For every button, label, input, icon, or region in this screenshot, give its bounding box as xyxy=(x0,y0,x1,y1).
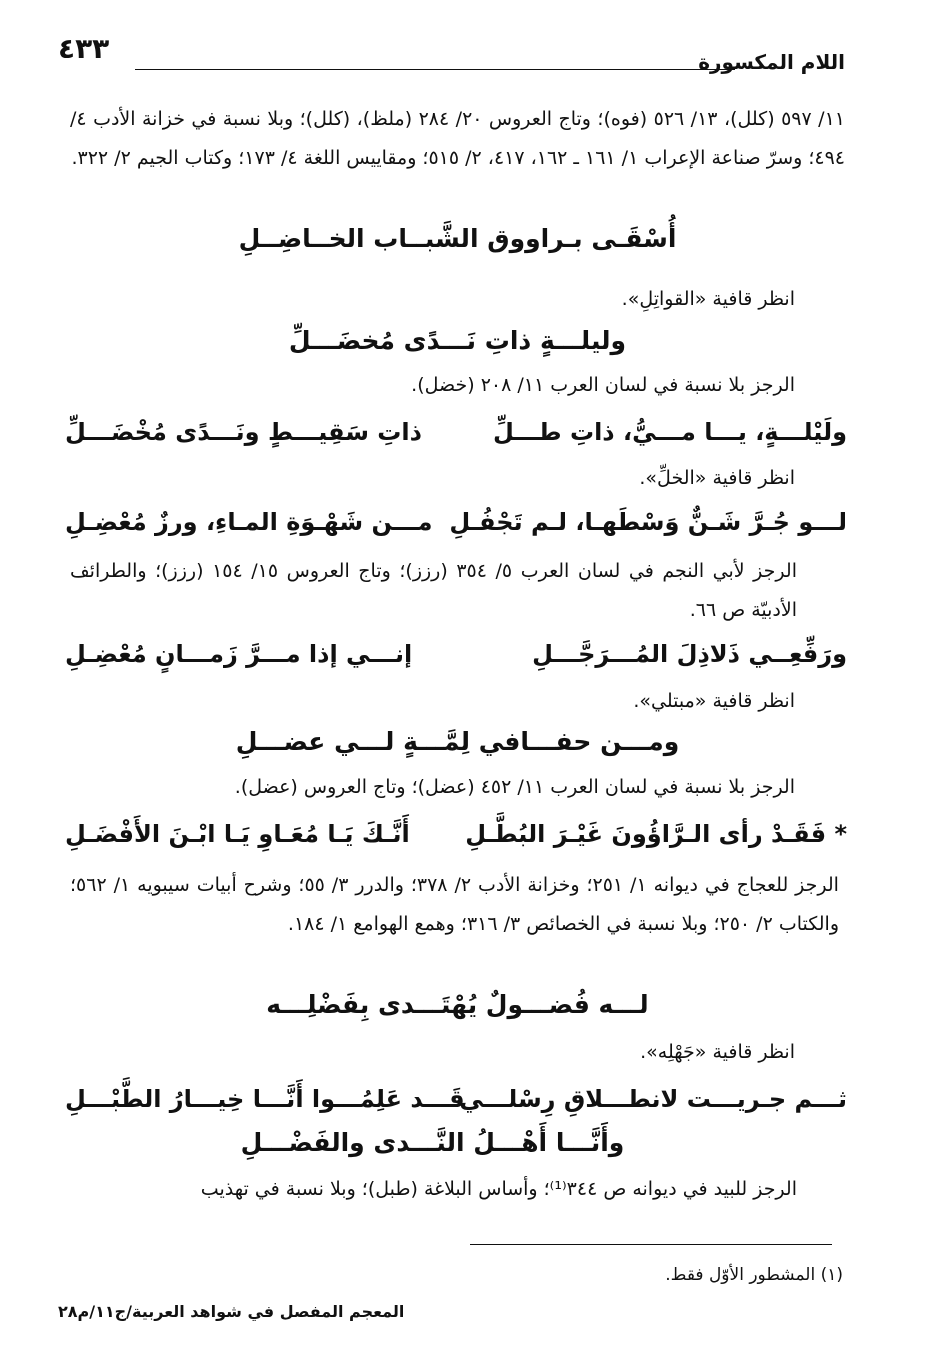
verse-hemistich-second: أَنَّـكَ يَـا مُعَـاوِ يَـا ابْـنَ الأَفْضَـلِ xyxy=(65,820,410,848)
citation-paragraph: الرجز لأبي النجم في لسان العرب ٥/ ٣٥٤ (رزز)؛ وتاج العروس ١٥/ ١٥٤ (رزز)؛ والطرائف الأدبيّة ص ٦٦. xyxy=(70,560,797,621)
verse-couplet xyxy=(65,820,847,860)
verse-hemistich-first: ورَفِّعِــي ذَلاذِلَ المُـــرَجَّـــلِ xyxy=(532,640,847,668)
verse-hemistich-first: ثـــم جـريـــت لانطـــلاقِ رِسْلـــي xyxy=(459,1085,847,1113)
cross-reference-note: انظر قافية «جَهْلِه». xyxy=(640,1041,795,1063)
header-rule xyxy=(135,69,735,70)
verse-hemistich-first: لـــو جُـرَّ شَـنٌّ وَسْطَهـا، لـم تَجْفُـلِ xyxy=(449,508,847,536)
verse-hemistich-second: إنـــي إذا مـــرَّ زَمـــانٍ مُعْضِـلِ xyxy=(65,640,413,668)
running-header-title: اللام المكسورة xyxy=(698,50,845,74)
citation-note: الرجز بلا نسبة في لسان العرب ١١/ ٢٠٨ (خضل). xyxy=(411,374,795,396)
citation-paragraph: الرجز للعجاج في ديوانه ١/ ٢٥١؛ وخزانة الأدب ٢/ ٣٧٨؛ والدرر ٣/ ٥٥؛ وشرح أبيات سيبويه ١/ ٥٦٢؛ والكتاب ٢/ ٢٥٠؛ وبلا نسبة في الخصائص ٣/ ٣١٦؛ وهمع الهوامع ١/ ١٨٤. xyxy=(70,874,839,935)
verse-line: وأَنَّـــا أَهْـــلُ النَّـــدى والفَضْـــلِ xyxy=(240,1128,625,1157)
cross-reference-note: انظر قافية «الخلِّ». xyxy=(639,467,795,489)
verse-hemistich-second: مـــن شَهْـوَةِ المـاءِ، ورزٌ مُعْضِـلِ xyxy=(65,508,433,536)
cross-reference-note: انظر قافية «مبتلي». xyxy=(633,690,795,712)
verse-couplet xyxy=(65,508,847,548)
verse-hemistich-second: ذاتِ سَقِيـــطٍ ونَـــدًى مُخْضَـــلِّ xyxy=(65,418,422,446)
verse-couplet xyxy=(65,1085,847,1125)
verse-couplet xyxy=(65,640,847,680)
verse-line: لـــه فُضـــولٌ يُهْتَـــدى بِفَضْلِـــه xyxy=(266,990,649,1019)
verse-hemistich-second: قَـــد عَلِمُـــوا أَنَّـــا خِيـــارُ الطَّبْـــلِ xyxy=(65,1085,465,1113)
book-signature: المعجم المفصل في شواهد العربية/ج١١/م٢٨ xyxy=(58,1302,405,1321)
citation-paragraph: ١١/ ٥٩٧ (كلل)، ١٣/ ٥٢٦ (فوه)؛ وتاج العروس ٢٠/ ٢٨٤ (ملظ)، (كلل)؛ وبلا نسبة في خزانة الأدب ٤/ ٤٩٤؛ وسرّ صناعة الإعراب ١/ ١٦١ ـ ١٦٢، ٤١٧، ٢/ ٥١٥؛ ومقاييس اللغة ٤/ ١٧٣؛ وكتاب الجيم ٢/ ٣٢٢. xyxy=(70,108,845,169)
verse-line: ومـــن حفـــافي لِمَّـــةٍ لـــي عضـــلِ xyxy=(235,727,680,756)
page-number: ٤٣٣ xyxy=(58,32,110,65)
verse-line: أُسْقَـى بـراووق الشَّبــاب الخــاضِــلِ xyxy=(238,224,677,253)
footnote-rule xyxy=(470,1244,832,1245)
citation-paragraph: الرجز للبيد في ديوانه ص ٣٤٤⁽¹⁾؛ وأساس البلاغة (طبل)؛ وبلا نسبة في تهذيب xyxy=(200,1178,797,1200)
verse-couplet xyxy=(65,418,847,458)
cross-reference-note: انظر قافية «القواتِلِ». xyxy=(621,288,795,310)
footnote: (١) المشطور الأوّل فقط. xyxy=(665,1265,843,1285)
verse-hemistich-first: * فَقَـدْ رأى الـرَّاؤُونَ غَيْـرَ البُطَّـلِ xyxy=(465,820,847,848)
verse-hemistich-first: ولَيْلـــةٍ، يـــا مـــيُّ، ذاتِ طـــلِّ xyxy=(492,418,847,446)
citation-note: الرجز بلا نسبة في لسان العرب ١١/ ٤٥٢ (عضل)؛ وتاج العروس (عضل). xyxy=(234,776,795,798)
verse-line: وليلـــةٍ ذاتِ نَـــدًى مُخضَـــلِّ xyxy=(288,326,627,355)
